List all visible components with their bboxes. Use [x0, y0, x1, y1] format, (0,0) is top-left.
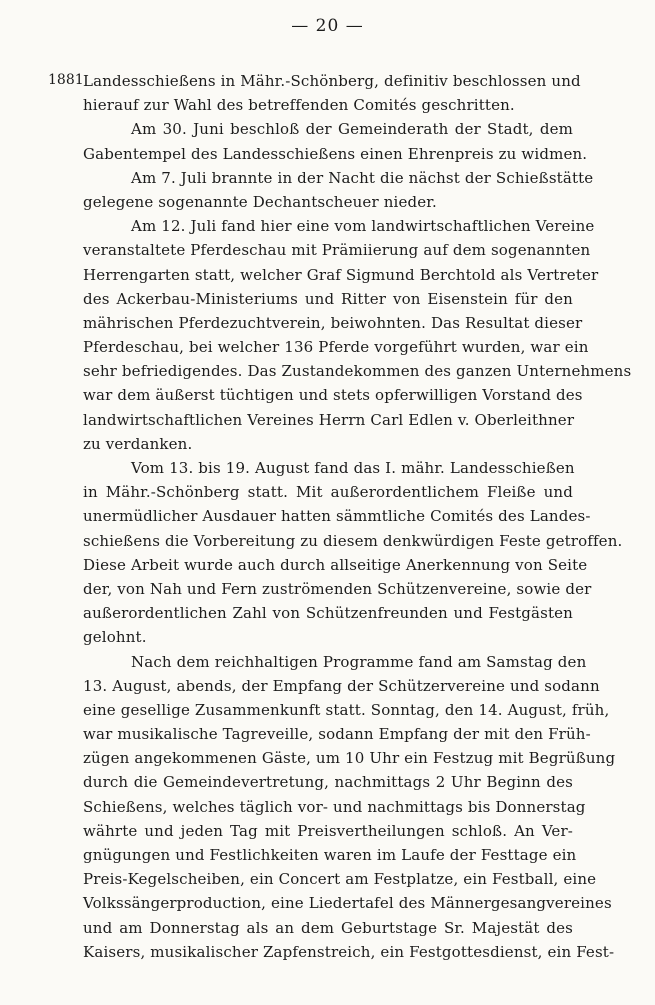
- text-line: eine gesellige Zusammenkunft statt. Sonntag, den 14. August, früh,: [83, 700, 610, 719]
- page-number: — 20 —: [291, 16, 364, 36]
- text-line: gelegene sogenannte Dechantscheuer nieder.: [83, 192, 437, 211]
- text-line: mährischen Pferdezuchtverein, beiwohnten. Das Resultat dieser: [83, 313, 583, 332]
- text-line: Pferdeschau, bei welcher 136 Pferde vorgeführt wurden, war ein: [83, 338, 589, 357]
- year-marginal-note: 1881: [48, 72, 84, 88]
- text-line: Herrengarten statt, welcher Graf Sigmund Berchtold als Vertreter: [83, 265, 599, 284]
- text-line: war dem äußerst tüchtigen und stets opferwilligen Vorstand des: [83, 386, 583, 405]
- text-line: hierauf zur Wahl des betreffenden Comités geschritten.: [83, 96, 515, 115]
- text-line: schießens die Vorbereitung zu diesem denkwürdigen Feste getroffen.: [83, 531, 623, 550]
- text-line: Am 30. Juni beschloß der Gemeinderath der Stadt, dem: [131, 120, 573, 139]
- text-line: landwirtschaftlichen Vereines Herrn Carl Edlen v. Oberleithner: [83, 410, 575, 429]
- text-line: und am Donnerstag als an dem Geburtstage Sr. Majestät des: [83, 918, 573, 937]
- text-line: zu verdanken.: [83, 434, 193, 453]
- text-line: veranstaltete Pferdeschau mit Prämiierung auf dem sogenannten: [83, 241, 591, 260]
- text-line: unermüdlicher Ausdauer hatten sämmtliche Comités des Landes-: [83, 507, 591, 526]
- text-line: Gabentempel des Landesschießens einen Ehrenpreis zu widmen.: [83, 144, 588, 163]
- text-line: Am 7. Juli brannte in der Nacht die nächst der Schießstätte: [131, 168, 594, 187]
- text-line: Am 12. Juli fand hier eine vom landwirtschaftlichen Vereine: [131, 217, 595, 236]
- body-text: [83, 69, 632, 964]
- text-line: Schießens, welches täglich vor- und nachmittags bis Donnerstag: [83, 797, 586, 816]
- text-line: zügen angekommenen Gäste, um 10 Uhr ein Festzug mit Begrüßung: [83, 749, 616, 768]
- text-line: der, von Nah und Fern zuströmenden Schützenvereine, sowie der: [83, 579, 592, 598]
- text-line: in Mähr.-Schönberg statt. Mit außerordentlichem Fleiße und: [83, 483, 573, 502]
- text-line: Kaisers, musikalischer Zapfenstreich, ein Festgottesdienst, ein Fest-: [83, 942, 615, 961]
- text-line: Diese Arbeit wurde auch durch allseitige Anerkennung von Seite: [83, 555, 588, 574]
- text-line: 13. August, abends, der Empfang der Schützervereine und sodann: [83, 676, 600, 695]
- text-line: Preis-Kegelscheiben, ein Concert am Festplatze, ein Festball, eine: [83, 870, 597, 889]
- text-line: gelohnt.: [83, 628, 147, 647]
- text-line: außerordentlichen Zahl von Schützenfreunden und Festgästen: [83, 604, 573, 623]
- text-line: gnügungen und Festlichkeiten waren im Laufe der Festtage ein: [83, 846, 577, 864]
- text-line: durch die Gemeindevertretung, nachmittags 2 Uhr Beginn des: [83, 773, 573, 792]
- text-line: Vom 13. bis 19. August fand das I. mähr. Landesschießen: [131, 459, 575, 477]
- text-line: war musikalische Tagreveille, sodann Empfang der mit den Früh-: [83, 725, 591, 744]
- text-line: sehr befriedigendes. Das Zustandekommen des ganzen Unternehmens: [83, 362, 632, 381]
- text-line: Nach dem reichhaltigen Programme fand am Samstag den: [131, 652, 587, 671]
- text-line: des Ackerbau-Ministeriums und Ritter von Eisenstein für den: [83, 289, 573, 308]
- text-line: Volkssängerproduction, eine Liedertafel des Männergesangvereines: [83, 894, 612, 913]
- text-line: währte und jeden Tag mit Preisvertheilungen schloß. An Ver-: [83, 821, 573, 840]
- text-line: Landesschießens in Mähr.-Schönberg, definitiv beschlossen und: [83, 72, 581, 90]
